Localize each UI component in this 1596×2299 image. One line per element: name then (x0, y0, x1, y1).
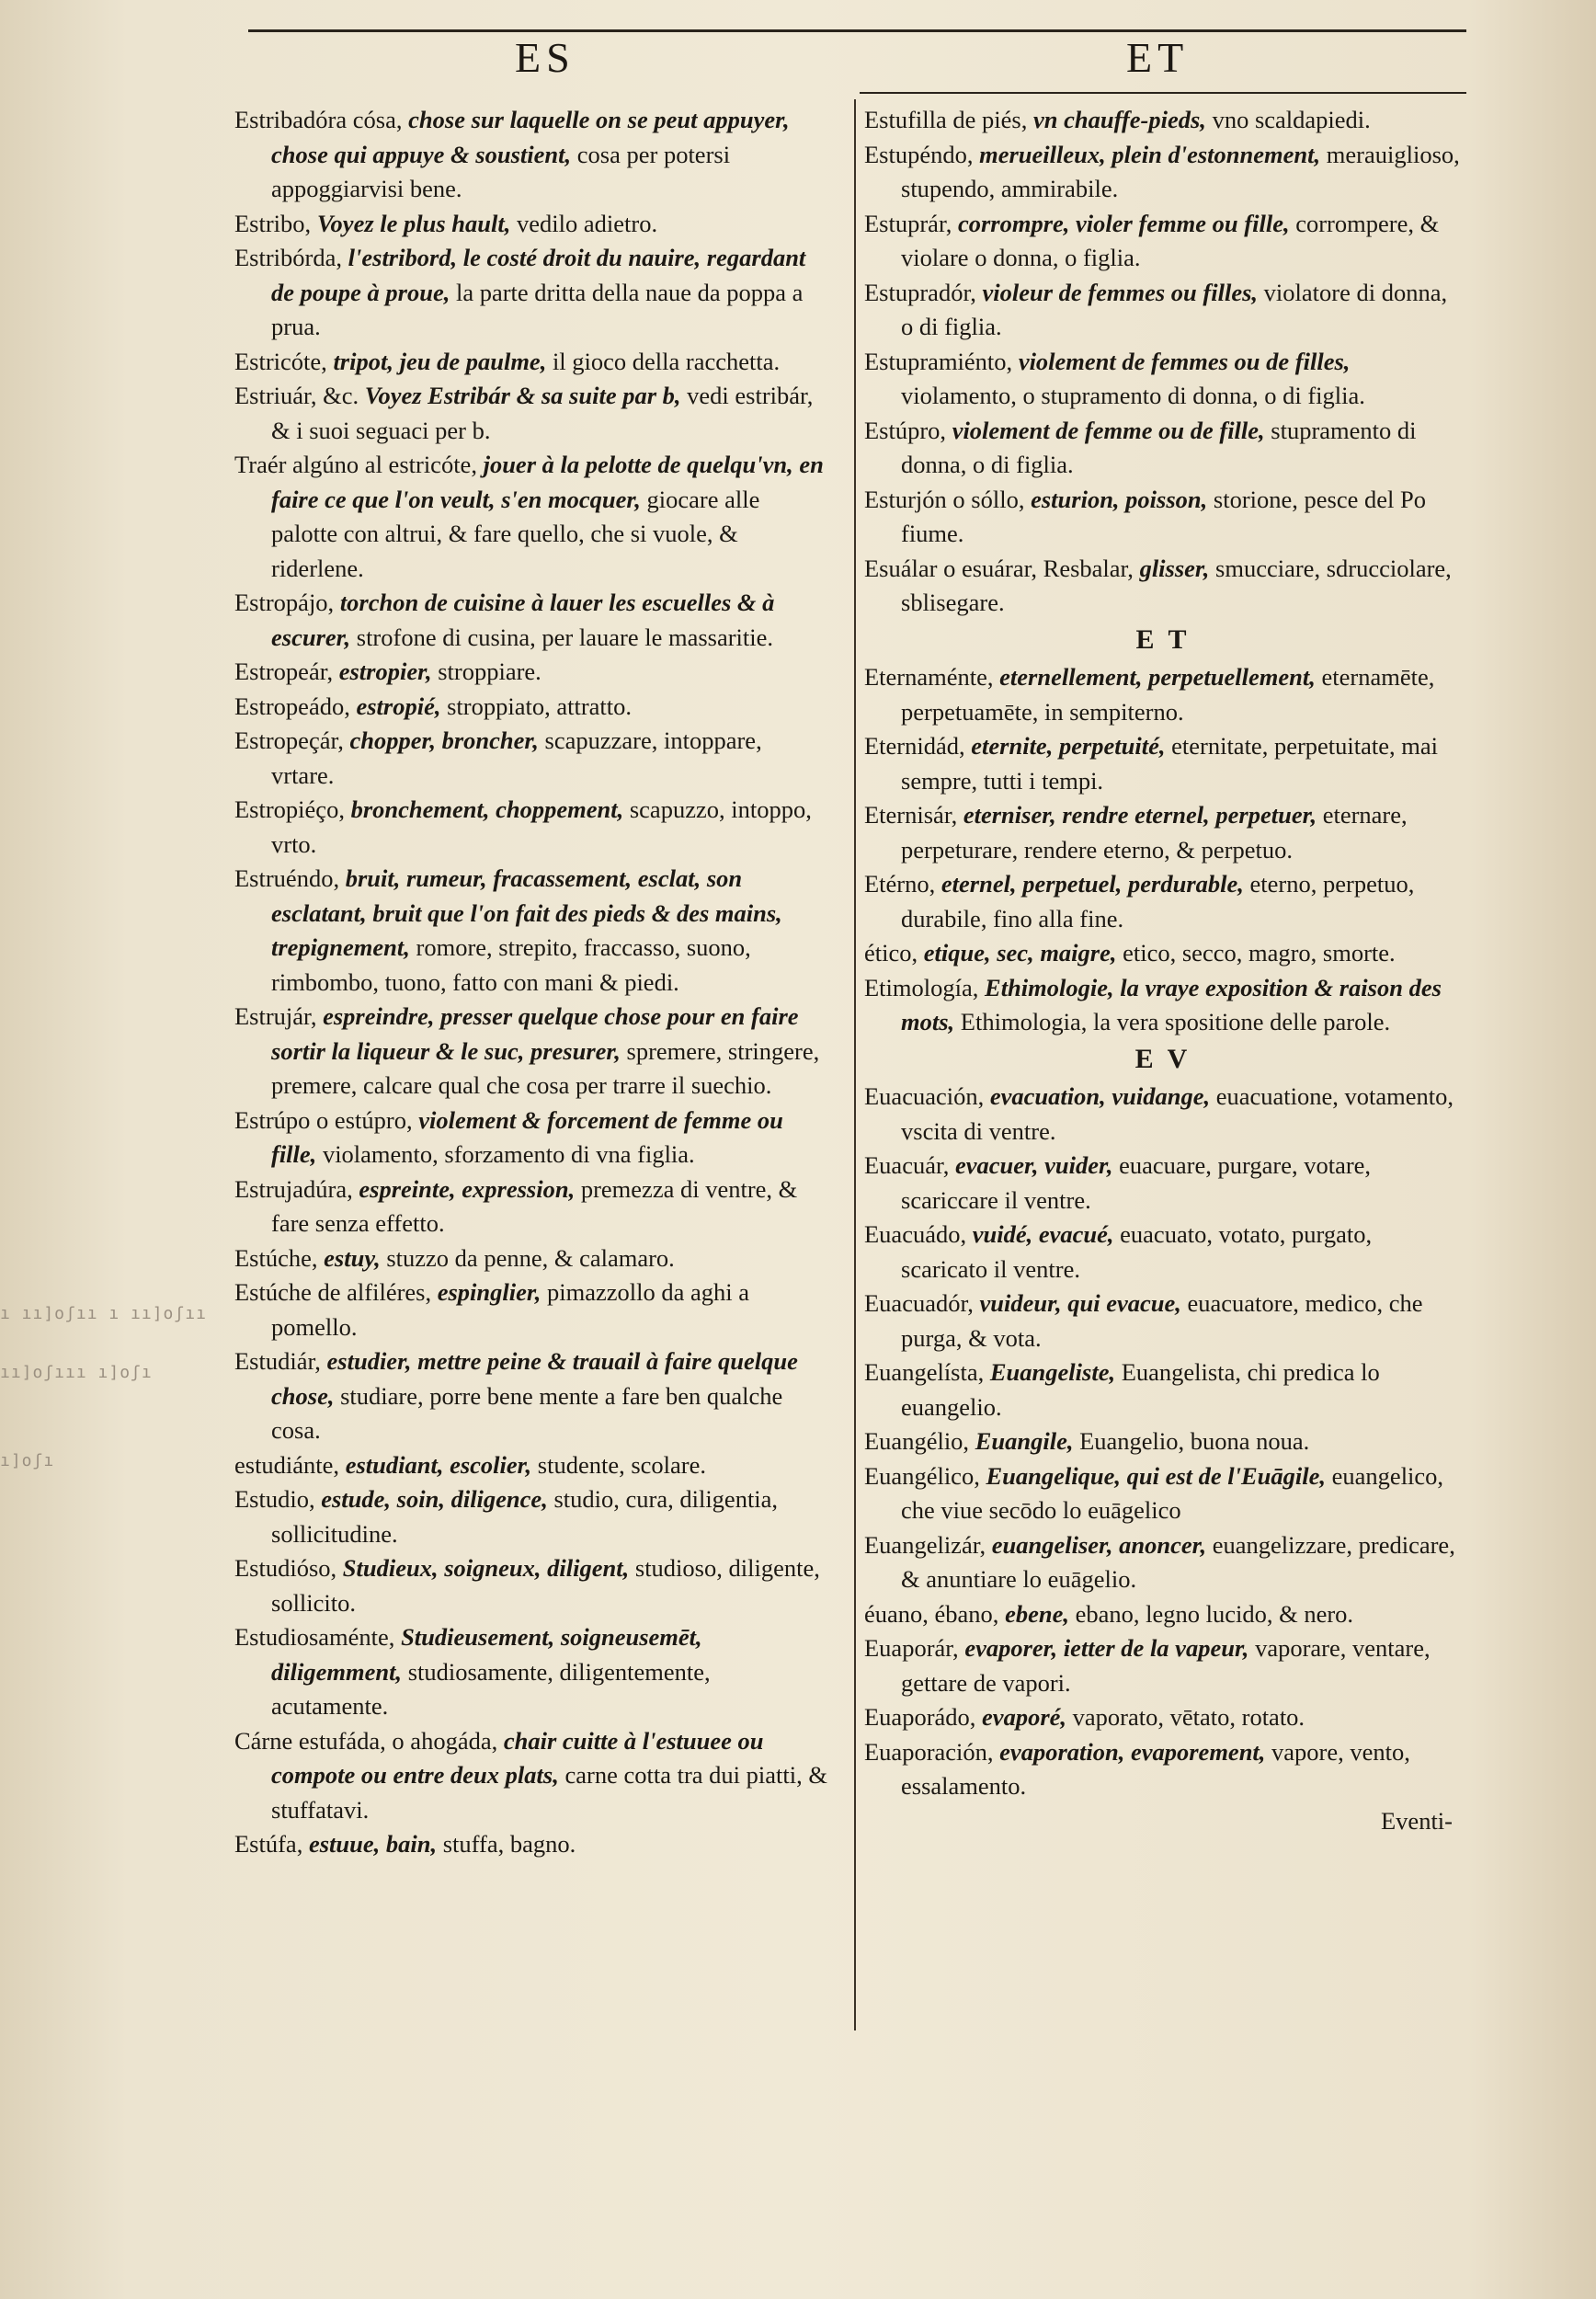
entry-french-gloss: Euangile, (975, 1427, 1074, 1455)
entry-french-gloss: evacuer, vuider, (955, 1151, 1113, 1179)
entry-headword: Estuprár, (864, 209, 952, 237)
entry-italian-gloss: euacuatione, votamento, vscita di ventre. (901, 1082, 1454, 1145)
entry-french-gloss: estropié, (356, 692, 441, 720)
entry-headword: Estudiosaménte, (234, 1623, 395, 1651)
entry-french-gloss: corrompre, violer femme ou fille, (957, 209, 1290, 237)
entry-italian-gloss: eterno, perpetuo, durabile, fino alla fine. (901, 870, 1415, 932)
dictionary-entry (234, 1482, 830, 1551)
entry-french-gloss: eternel, perpetuel, perdurable, (940, 870, 1244, 898)
right-running-head: ET (1126, 34, 1190, 81)
dictionary-entry (864, 1597, 1462, 1632)
dictionary-entry (864, 660, 1462, 729)
entry-headword: Cárne estufáda, o ahogáda, (234, 1726, 498, 1755)
dictionary-entry (234, 1275, 830, 1344)
entry-headword: Estropeçár, (234, 726, 344, 754)
dictionary-entry (864, 207, 1462, 276)
dictionary-entry (234, 241, 830, 345)
dictionary-entry (234, 1000, 830, 1104)
dictionary-entry (864, 103, 1462, 138)
entry-french-gloss: vuideur, qui evacue, (979, 1289, 1181, 1317)
entry-french-gloss: eternite, perpetuité, (971, 732, 1166, 760)
entry-french-gloss: tripot, jeu de paulme, (333, 347, 547, 375)
entry-headword: Euangelísta, (864, 1358, 985, 1386)
entry-italian-gloss: romore, strepito, fraccasso, suono, rimbombo, tuono, fatto con mani & piedi. (271, 933, 751, 996)
dictionary-entry (864, 276, 1462, 345)
entry-italian-gloss: scapuzzo, intoppo, vrto. (271, 795, 812, 858)
dictionary-entry (864, 1149, 1462, 1218)
entry-french-gloss: esturion, poisson, (1031, 485, 1208, 513)
right-column (864, 103, 1462, 1838)
entry-headword: Euacuación, (864, 1082, 985, 1110)
entry-italian-gloss: studente, scolare. (537, 1450, 706, 1479)
dictionary-entry (864, 1355, 1462, 1424)
entry-headword: Estupramiénto, (864, 347, 1013, 375)
entry-italian-gloss: eternare, perpeturare, rendere eterno, & perpetuo. (901, 801, 1408, 864)
entry-headword: Estropeár, (234, 658, 334, 685)
dictionary-entry (864, 414, 1462, 483)
entry-french-gloss: Voyez le plus hault, (316, 209, 511, 237)
entry-italian-gloss: violatore di donna, o di figlia. (901, 278, 1448, 340)
entry-italian-gloss: violamento, o stupramento di donna, o di figlia. (901, 382, 1365, 409)
entry-french-gloss: estudier, mettre peine & trauail à faire quelque chose, (271, 1347, 798, 1410)
entry-italian-gloss: stuffa, bagno. (442, 1830, 576, 1858)
entry-french-gloss: bruit, rumeur, fracassement, esclat, son esclatant, bruit que l'on fait des pieds & des mains, trepignement, (271, 864, 782, 961)
entry-italian-gloss: euangelizzare, predicare, & anuntiare lo euāgelio. (901, 1530, 1455, 1593)
dictionary-entry (234, 103, 830, 207)
entry-italian-gloss: vno scaldapiedi. (1212, 106, 1371, 133)
entry-italian-gloss: Euangelista, chi predica lo euangelio. (901, 1358, 1380, 1421)
entry-french-gloss: Voyez Estribár & sa suite par b, (364, 382, 681, 409)
entry-italian-gloss: euacuare, purgare, votare, scariccare il ventre. (901, 1151, 1372, 1214)
dictionary-entry (234, 586, 830, 655)
entry-italian-gloss: corrompere, & violare o donna, o figlia. (901, 209, 1440, 271)
entry-headword: Eternaménte, (864, 663, 994, 691)
entry-headword: Euangélio, (864, 1427, 970, 1455)
entry-french-gloss: vn chauffe-pieds, (1033, 106, 1206, 133)
dictionary-entry (234, 1551, 830, 1620)
entry-italian-gloss: studioso, diligente, sollicito. (271, 1554, 820, 1617)
entry-headword: Estudióso, (234, 1554, 337, 1582)
entry-headword: Estudiár, (234, 1347, 321, 1375)
dictionary-entry (234, 1448, 830, 1483)
entry-headword: Euaporár, (864, 1634, 959, 1662)
dictionary-entry (234, 724, 830, 793)
entry-french-gloss: violement de femme ou de fille, (952, 416, 1265, 444)
entry-italian-gloss: studiare, porre bene mente a fare ben qualche cosa. (271, 1381, 783, 1444)
entry-italian-gloss: la parte dritta della naue da poppa a prua. (271, 278, 804, 340)
entry-headword: Eternidád, (864, 732, 965, 760)
dictionary-entry (234, 448, 830, 586)
entry-italian-gloss: etico, secco, magro, smorte. (1123, 939, 1396, 966)
dictionary-entry (864, 729, 1462, 798)
entry-headword: Estúche de alfiléres, (234, 1278, 432, 1306)
left-column (234, 103, 830, 1862)
dictionary-entry (864, 1459, 1462, 1528)
entry-italian-gloss: spremere, stringere, premere, calcare qual che cosa per trarre il suechio. (271, 1036, 820, 1099)
entry-french-gloss: Studieusement, soigneusemēt, diligemment, (271, 1623, 702, 1686)
entry-french-gloss: Euangeliste, (989, 1358, 1116, 1386)
entry-french-gloss: chopper, broncher, (349, 726, 539, 754)
entry-headword: Etimología, (864, 973, 979, 1001)
left-running-head: ES (515, 34, 576, 81)
entry-headword: Etérno, (864, 870, 936, 898)
entry-headword: Estufilla de piés, (864, 106, 1028, 133)
entry-headword: Euangélico, (864, 1461, 980, 1490)
entry-french-gloss: bronchement, choppement, (350, 795, 624, 823)
entry-headword: Estruéndo, (234, 864, 340, 892)
entry-italian-gloss: Ethimologia, la vera spositione delle parole. (960, 1008, 1391, 1035)
dictionary-entry (234, 793, 830, 862)
entry-headword: Estupéndo, (864, 140, 974, 168)
entry-headword: Estropiéço, (234, 795, 345, 823)
entry-french-gloss: ebene, (1005, 1599, 1069, 1628)
entry-italian-gloss: premezza di ventre, & fare senza effetto. (271, 1174, 798, 1237)
entry-headword: estudiánte, (234, 1450, 340, 1479)
entry-french-gloss: violement de femmes ou de filles, (1018, 347, 1351, 375)
entry-french-gloss: etique, sec, maigre, (923, 939, 1117, 966)
margin-bleed-through: ı]oʃı (0, 1451, 55, 1470)
entry-italian-gloss: carne cotta tra dui piatti, & stuffatavi. (271, 1761, 827, 1824)
dictionary-entry (864, 1080, 1462, 1149)
entry-headword: Estudio, (234, 1485, 315, 1513)
entry-headword: Estrujár, (234, 1002, 317, 1030)
dictionary-entry (864, 1424, 1462, 1459)
entry-italian-gloss: eternamēte, perpetuamēte, in sempiterno. (901, 663, 1435, 726)
entry-headword: Estrujadúra, (234, 1174, 353, 1203)
entry-italian-gloss: stroppiare. (438, 658, 542, 685)
entry-french-gloss: l'estribord, le costé droit du nauire, regardant de poupe à proue, (271, 244, 806, 306)
entry-french-gloss: evaporer, ietter de la vapeur, (964, 1634, 1249, 1662)
entry-french-gloss: jouer à la pelotte de quelqu'vn, en faire ce que l'on veult, s'en mocquer, (271, 451, 824, 513)
dictionary-entry (234, 1172, 830, 1241)
dictionary-entry (864, 1735, 1462, 1804)
entry-headword: Traér algúno al estricóte, (234, 451, 477, 478)
ev-entries (864, 1080, 1462, 1804)
entry-italian-gloss: ebano, legno lucido, & nero. (1075, 1599, 1354, 1628)
dictionary-entry (234, 345, 830, 380)
section-heading-et: E T (1135, 623, 1191, 655)
entry-french-gloss: estuue, bain, (308, 1830, 438, 1858)
entry-french-gloss: chair cuitte à l'estuuee ou compote ou entre deux plats, (271, 1726, 764, 1789)
entry-headword: Estriuár, &c. (234, 382, 359, 409)
entry-headword: Euaporádo, (864, 1703, 976, 1731)
entry-french-gloss: eterniser, rendre eternel, perpetuer, (963, 801, 1317, 829)
entry-italian-gloss: vedilo adietro. (517, 209, 658, 237)
margin-bleed-through: ı ıı]oʃıı ı ıı]oʃıı (0, 1304, 207, 1323)
entry-italian-gloss: stuzzo da penne, & calamaro. (386, 1243, 675, 1272)
entry-headword: Euacuádo, (864, 1220, 967, 1248)
entry-headword: Eternisár, (864, 801, 958, 829)
dictionary-entry (864, 483, 1462, 552)
entry-french-gloss: violement & forcement de femme ou fille, (271, 1105, 783, 1168)
entry-italian-gloss: violamento, sforzamento di vna figlia. (322, 1140, 695, 1168)
entry-italian-gloss: vaporato, vētato, rotato. (1072, 1703, 1305, 1731)
entry-french-gloss: estropier, (338, 658, 432, 685)
entry-french-gloss: glisser, (1139, 554, 1210, 582)
dictionary-entry (864, 1700, 1462, 1735)
catchword: Eventi- (1381, 1806, 1453, 1835)
entry-french-gloss: espinglier, (437, 1278, 542, 1306)
dictionary-entry (864, 936, 1462, 971)
entry-headword: Estribo, (234, 209, 312, 237)
entry-headword: Esuálar o esuárar, Resbalar, (864, 554, 1134, 582)
entry-italian-gloss: pimazzollo da aghi a pomello. (271, 1278, 750, 1341)
entry-headword: éuano, ébano, (864, 1599, 999, 1628)
dictionary-entry (864, 867, 1462, 936)
entry-italian-gloss: smucciare, sdrucciolare, sblisegare. (901, 554, 1452, 616)
entry-headword: Estropájo, (234, 589, 335, 616)
entry-headword: ético, (864, 939, 918, 966)
dictionary-entry (864, 345, 1462, 414)
column-divider (854, 99, 856, 2030)
entry-italian-gloss: euacuatore, medico, che purga, & vota. (901, 1289, 1423, 1352)
margin-bleed-through: ıı]oʃııı ı]oʃı (0, 1363, 153, 1382)
entry-headword: Estribadóra cósa, (234, 106, 403, 133)
entry-french-gloss: torchon de cuisine à lauer les escuelles & à escurer, (271, 589, 775, 651)
entry-headword: Estricóte, (234, 347, 327, 375)
entry-italian-gloss: storione, pesce del Po fiume. (901, 485, 1427, 547)
dictionary-entry (864, 971, 1462, 1040)
dictionary-entry (864, 1528, 1462, 1597)
dictionary-entry (234, 1724, 830, 1828)
entry-french-gloss: estude, soin, diligence, (321, 1485, 548, 1513)
entry-headword: Estupradór, (864, 278, 976, 306)
entry-french-gloss: evaporé, (982, 1703, 1067, 1731)
entry-french-gloss: merueilleux, plein d'estonnement, (979, 140, 1321, 168)
entry-italian-gloss: Euangelio, buona noua. (1079, 1427, 1310, 1455)
entry-headword: Euangelizár, (864, 1530, 986, 1559)
dictionary-entry (234, 1827, 830, 1862)
dictionary-entry (864, 1287, 1462, 1355)
entry-french-gloss: estuy, (324, 1243, 381, 1272)
dictionary-entry (234, 1344, 830, 1448)
entry-french-gloss: vuidé, evacué, (972, 1220, 1114, 1248)
dictionary-entry (234, 1620, 830, 1724)
entry-french-gloss: espreindre, presser quelque chose pour en faire sortir la liqueur & le suc, presurer, (271, 1002, 799, 1065)
entry-italian-gloss: stupramento di donna, o di figlia. (901, 416, 1417, 478)
entry-italian-gloss: scapuzzare, intoppare, vrtare. (271, 726, 762, 789)
dictionary-entry (864, 1631, 1462, 1700)
dictionary-entry (234, 1104, 830, 1172)
entry-headword: Euacuár, (864, 1151, 950, 1179)
dictionary-entry (234, 379, 830, 448)
top-rule (248, 29, 1466, 32)
entry-french-gloss: evaporation, evaporement, (999, 1737, 1266, 1766)
dictionary-entry (234, 207, 830, 242)
dictionary-entry (864, 138, 1462, 207)
dictionary-entry (234, 690, 830, 725)
entry-headword: Esturjón o sóllo, (864, 485, 1025, 513)
entry-headword: Estrúpo o estúpro, (234, 1105, 413, 1134)
entry-french-gloss: evacuation, vuidange, (989, 1082, 1211, 1110)
entry-italian-gloss: studio, cura, diligentia, sollicitudine. (271, 1485, 779, 1548)
section-heading-ev: E V (1134, 1043, 1191, 1074)
entry-headword: Estúfa, (234, 1830, 303, 1858)
entry-italian-gloss: vaporare, ventare, gettare de vapori. (901, 1634, 1431, 1697)
dictionary-entry (864, 552, 1462, 621)
dictionary-entry (864, 1218, 1462, 1287)
entry-french-gloss: Euangelique, qui est de l'Euāgile, (986, 1461, 1327, 1490)
entry-french-gloss: euangeliser, anoncer, (991, 1530, 1207, 1559)
entry-italian-gloss: vedi estribár, & i suoi seguaci per b. (271, 382, 814, 444)
dictionary-entry (234, 655, 830, 690)
entry-french-gloss: Studieux, soigneux, diligent, (342, 1554, 630, 1582)
dictionary-entry (234, 1241, 830, 1276)
entry-french-gloss: eternellement, perpetuellement, (999, 663, 1316, 691)
entry-italian-gloss: stroppiato, attratto. (447, 692, 633, 720)
entry-headword: Estúche, (234, 1243, 318, 1272)
entry-french-gloss: estudiant, escolier, (345, 1450, 532, 1479)
dictionary-entry (234, 862, 830, 1000)
entry-headword: Estribórda, (234, 244, 343, 271)
entry-headword: Euacuadór, (864, 1289, 974, 1317)
entry-french-gloss: Ethimologie, la vraye exposition & raison des mots, (901, 973, 1442, 1035)
entry-italian-gloss: eternitate, perpetuitate, mai sempre, tutti i tempi. (901, 732, 1439, 795)
entry-french-gloss: chose sur laquelle on se peut appuyer, chose qui appuye & soustient, (271, 106, 790, 168)
entry-italian-gloss: euangelico, che viue secōdo lo euāgelico (901, 1461, 1444, 1524)
et-entries (864, 660, 1462, 1040)
entry-headword: Estropeádo, (234, 692, 350, 720)
entry-italian-gloss: studiosamente, diligentemente, acutamente. (271, 1657, 711, 1720)
entry-french-gloss: espreinte, expression, (359, 1174, 576, 1203)
entry-headword: Euaporación, (864, 1737, 994, 1766)
es-entries (864, 103, 1462, 621)
entry-italian-gloss: cosa per potersi appoggiarvisi bene. (271, 140, 731, 202)
entry-italian-gloss: euacuato, votato, purgato, scaricato il ventre. (901, 1220, 1373, 1283)
entry-italian-gloss: strofone di cusina, per lauare le massaritie. (356, 623, 774, 651)
entry-french-gloss: violeur de femmes ou filles, (982, 278, 1259, 306)
entry-headword: Estúpro, (864, 416, 947, 444)
dictionary-entry (864, 798, 1462, 867)
entry-italian-gloss: merauiglioso, stupendo, ammirabile. (901, 140, 1460, 202)
entry-italian-gloss: giocare alle palotte con altrui, & fare quello, che si vuole, & riderlene. (271, 485, 760, 582)
entry-italian-gloss: vapore, vento, essalamento. (901, 1737, 1410, 1800)
right-head-rule (860, 92, 1466, 94)
entry-italian-gloss: il gioco della racchetta. (552, 347, 781, 375)
